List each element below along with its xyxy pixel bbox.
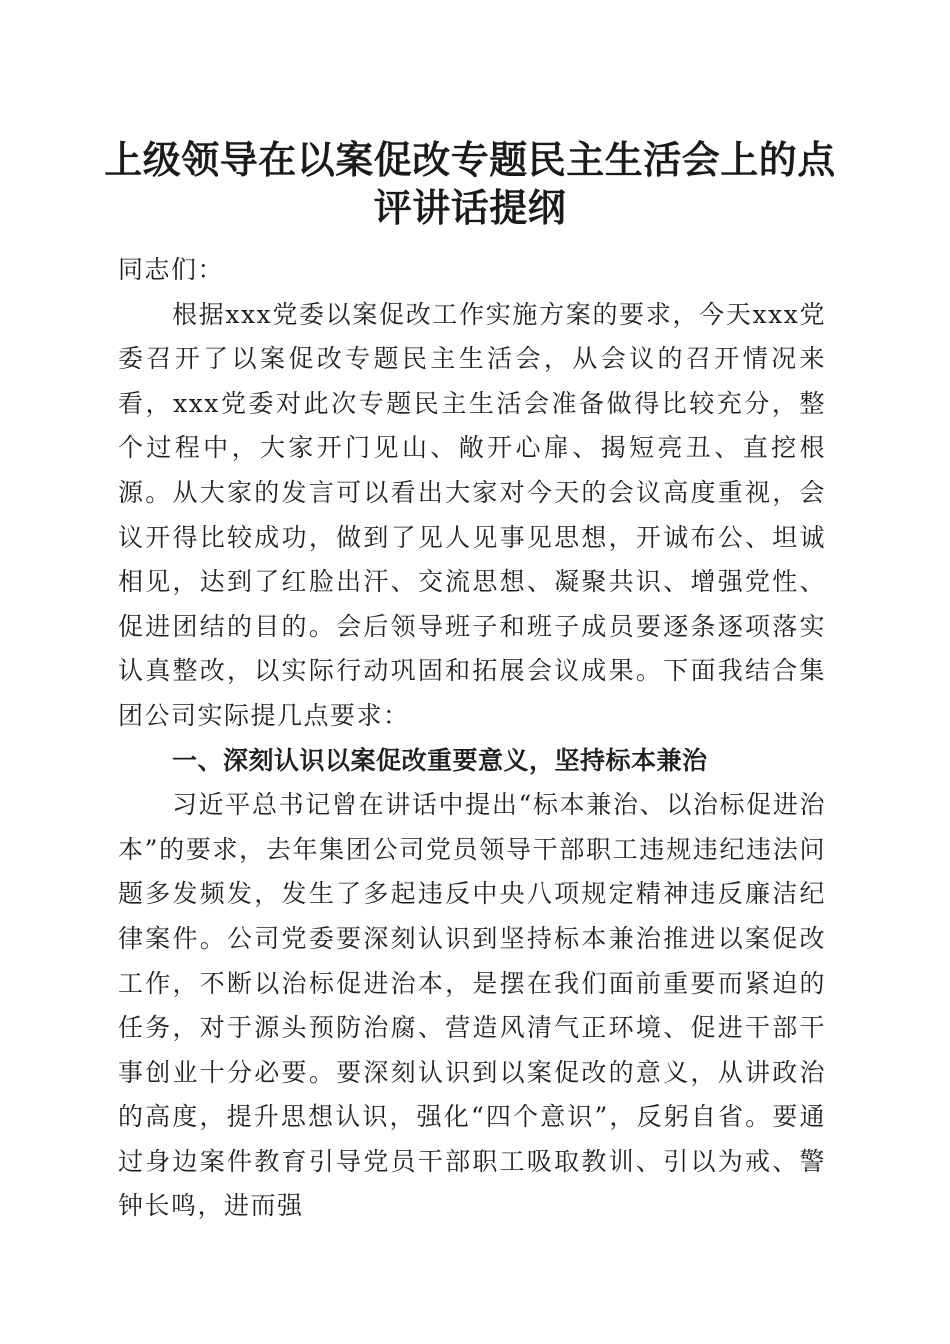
- section-1-paragraph: 习近平总书记曾在讲话中提出“标本兼治、以治标促进治本”的要求，去年集团公司党员领导干部职工违规违纪违法问题多发频发，发生了多起违反中央八项规定精神违反廉洁纪律案件。公司党委要深刻认识到坚持标本兼治推进以案促改工作，不断以治标促进治本，是摆在我们面前重要而紧迫的任务，对于源头预防治腐、营造风清气正环境、促进干部干事创业十分必要。要深刻认识到以案促改的意义，从讲政治的高度，提升思想认识，强化“四个意识”，反躬自省。要通过身边案件教育引导党员干部职工吸取教训、引以为戒、警钟长鸣，进而强: [118, 790, 826, 1221]
- document-title: 上级领导在以案促改专题民主生活会上的点评讲话提纲: [104, 137, 836, 230]
- intro-paragraph: 根据xxx党委以案促改工作实施方案的要求，今天xxx党委召开了以案促改专题民主生活会，从会议的召开情况来看，xxx党委对此次专题民主生活会准备做得比较充分，整个过程中，大家开门见山、敞开心扉、揭短亮丑、直挖根源。从大家的发言可以看出大家对今天的会议高度重视，会议开得比较成功，做到了见人见事见思想，开诚布公、坦诚相见，达到了红脸出汗、交流思想、凝聚共识、增强党性、促进团结的目的。会后领导班子和班子成员要逐条逐项落实认真整改，以实际行动巩固和拓展会议成果。下面我结合集团公司实际提几点要求：: [118, 299, 826, 730]
- document-body: [118, 248, 826, 1229]
- salutation: 同志们：: [118, 255, 225, 284]
- section-heading-1: 一、深刻认识以案促改重要意义，坚持标本兼治: [172, 745, 708, 775]
